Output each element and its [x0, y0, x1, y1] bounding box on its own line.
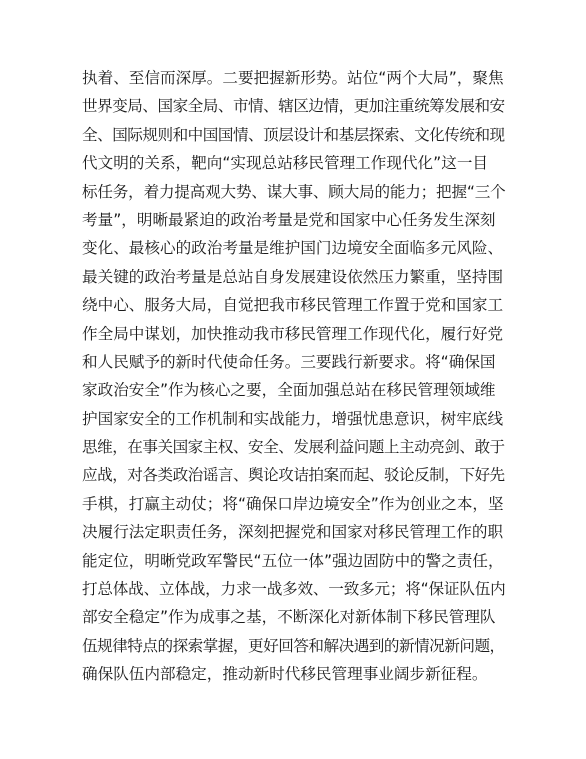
paragraph-line: 能定位，明晰党政军警民“五位一体”强边固防中的警之责任， — [82, 551, 504, 570]
paragraph-line: 执着、至信而深厚。二要把握新形势。站位“两个大局”，聚焦 — [82, 69, 504, 87]
paragraph-line: 和人民赋予的新时代使命任务。三要践行新要求。将“确保国 — [82, 352, 496, 371]
paragraph-line: 标任务，着力提高观大势、谋大事、顾大局的能力；把握“三个 — [82, 182, 506, 201]
paragraph-line: 考量”，明晰最紧迫的政治考量是党和国家中心任务发生深刻 — [82, 210, 496, 229]
paragraph-line: 绕中心、服务大局，自觉把我市移民管理工作置于党和国家工 — [82, 296, 504, 315]
paragraph-line: 部安全稳定”作为成事之基，不断深化对新体制下移民管理队 — [82, 608, 496, 627]
paragraph-line: 作全局中谋划，加快推动我市移民管理工作现代化，履行好党 — [82, 324, 504, 343]
paragraph-line: 确保队伍内部稳定，推动新时代移民管理事业阔步新征程。 — [82, 665, 488, 684]
paragraph-line: 打总体战、立体战，力求一战多效、一致多元；将“保证队伍内 — [82, 580, 506, 599]
paragraph-line: 护国家安全的工作机制和实战能力，增强忧患意识，树牢底线 — [82, 409, 504, 428]
paragraph-line: 手棋，打赢主动仗；将“确保口岸边境安全”作为创业之本，坚 — [82, 494, 504, 513]
paragraph-line: 全、国际规则和中国国情、顶层设计和基层探索、文化传统和现 — [82, 125, 505, 144]
paragraph-line: 应战，对各类政治谣言、舆论攻诘拍案而起、驳论反制，下好先 — [82, 466, 505, 485]
paragraph-line: 家政治安全”作为核心之要，全面加强总站在移民管理领域维 — [82, 381, 496, 400]
paragraph-line: 代文明的关系，靶向“实现总站移民管理工作现代化”这一目 — [82, 154, 489, 173]
paragraph-line: 世界变局、国家全局、市情、辖区边情，更加注重统筹发展和安 — [82, 97, 505, 116]
paragraph-line: 伍规律特点的探索掌握，更好回答和解决遇到的新情况新问题， — [82, 636, 505, 655]
paragraph-line: 决履行法定职责任务，深刻把握党和国家对移民管理工作的职 — [82, 523, 504, 542]
body-paragraph — [82, 64, 506, 689]
paragraph-line: 变化、最核心的政治考量是维护国门边境安全面临多元风险、 — [82, 239, 504, 258]
paragraph-line: 最关键的政治考量是总站自身发展建设依然压力繁重，坚持围 — [82, 267, 504, 286]
paragraph-line: 思维，在事关国家主权、安全、发展利益问题上主动亮剑、敢于 — [82, 438, 505, 457]
